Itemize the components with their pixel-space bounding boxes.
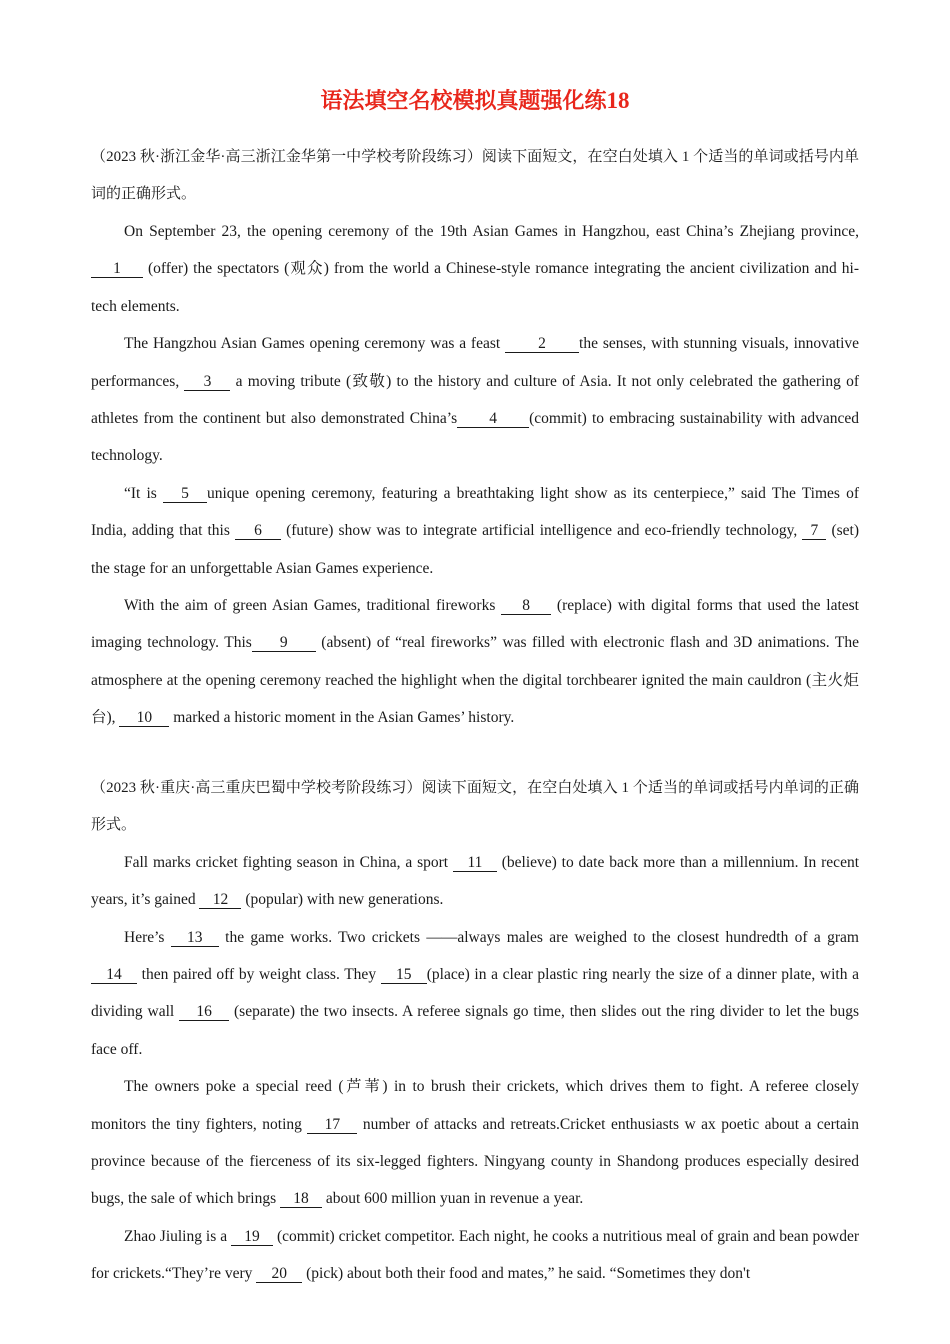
text-run: The owners poke a special reed (芦苇) in to brush their crickets, which drives them to fight. A referee closely monitors the tiny fighters, noting xyxy=(91,1078,859,1133)
blank-4: 4 xyxy=(457,410,529,428)
document-body xyxy=(91,139,859,1293)
text-run: unique opening ceremony, featuring a breathtaking light show as its centerpiece,” said The Times of India, adding that this xyxy=(91,484,860,540)
text-run: the game works. Two crickets ——always males are weighed to the closest hundredth of a gram xyxy=(218,928,859,946)
text-run: (place) in a clear plastic ring nearly the size of a dinner plate, with a dividing wall xyxy=(91,965,860,1021)
passage-paragraph xyxy=(91,1068,859,1218)
blank-7: 7 xyxy=(802,522,826,540)
blank-2: 2 xyxy=(505,335,579,353)
text-run: “It is xyxy=(124,484,163,502)
page-title xyxy=(91,86,859,117)
passage-paragraph xyxy=(91,919,859,1069)
blank-3: 3 xyxy=(184,373,230,391)
blank-14: 14 xyxy=(91,966,137,984)
blank-12: 12 xyxy=(199,891,241,909)
text-run: then paired off by weight class. They xyxy=(137,965,381,983)
blank-15: 15 xyxy=(381,966,427,984)
blank-6: 6 xyxy=(235,522,281,540)
blank-19: 19 xyxy=(231,1228,273,1246)
text-run: (pick) about both their food and mates,” he said. “Sometimes they don't xyxy=(302,1265,751,1283)
text-run: On September 23, the opening ceremony of the 19th Asian Games in Hangzhou, east China’s Zhejiang province, xyxy=(124,223,859,240)
passage-paragraph xyxy=(91,475,859,587)
text-run: (set) the stage for an unforgettable Asian Games experience. xyxy=(91,522,859,577)
text-run: about 600 million yuan in revenue a year. xyxy=(321,1190,584,1208)
section-spacer xyxy=(91,737,859,770)
text-run: (offer) the spectators (观众) from the world a Chinese-style romance integrating the ancient civilization and hi-tech elements. xyxy=(91,260,859,315)
blank-11: 11 xyxy=(453,854,497,872)
text-run: a moving tribute (致敬) to the history and culture of Asia. It not only celebrated the gathering of athletes from the continent but also demonstrated China’s xyxy=(91,372,860,428)
text-run: (commit) to embracing sustainability with advanced technology. xyxy=(91,410,859,465)
section-source-1: （2023 秋·浙江金华·高三浙江金华第一中学校考阶段练习）阅读下面短文，在空白处填入 1 个适当的单词或括号内单词的正确形式。 xyxy=(91,149,859,202)
blank-16: 16 xyxy=(179,1003,229,1021)
passage-paragraph xyxy=(91,1218,859,1293)
text-run: Zhao Jiuling is a xyxy=(124,1227,232,1245)
blank-17: 17 xyxy=(307,1116,357,1134)
blank-5: 5 xyxy=(163,485,207,503)
text-run: (separate) the two insects. A referee signals go time, then slides out the ring divider to let the bugs face off. xyxy=(91,1003,860,1058)
text-run: (believe) to date back more than a millennium. In recent years, it’s gained xyxy=(91,853,860,909)
text-run: (commit) cricket competitor. Each night, he cooks a nutritious meal of grain and bean powder for crickets.“They’re very xyxy=(91,1227,859,1283)
blank-9: 9 xyxy=(252,634,316,652)
text-run: number of attacks and retreats.Cricket enthusiasts w ax poetic about a certain province because of the fierceness of its six-legged fighters. Ningyang county in Shandong produces especially desired bugs, the sale of which brings xyxy=(91,1115,859,1208)
blank-8: 8 xyxy=(501,597,551,615)
document-page xyxy=(91,86,859,1293)
passage-paragraph xyxy=(91,213,859,325)
title-number: 18 xyxy=(606,88,630,113)
blank-10: 10 xyxy=(119,709,169,727)
blank-13: 13 xyxy=(171,929,219,947)
text-run: the senses, with stunning visuals, innovative performances, xyxy=(91,335,859,390)
section-source-2: （2023 秋·重庆·高三重庆巴蜀中学校考阶段练习）阅读下面短文，在空白处填入 1 个适当的单词或括号内单词的正确形式。 xyxy=(91,779,859,833)
passage-paragraph xyxy=(91,844,859,919)
blank-1: 1 xyxy=(91,260,143,278)
title-text: 语法填空名校模拟真题强化练 xyxy=(320,89,607,114)
passage-paragraph xyxy=(91,587,859,737)
blank-20: 20 xyxy=(256,1265,302,1283)
text-run: (future) show was to integrate artificial intelligence and eco-friendly technology, xyxy=(281,522,803,540)
passage-paragraph xyxy=(91,325,859,475)
text-run: Fall marks cricket fighting season in China, a sport xyxy=(124,853,453,871)
text-run: Here’s xyxy=(124,928,171,946)
text-run: (popular) with new generations. xyxy=(241,891,444,909)
text-run: The Hangzhou Asian Games opening ceremony was a feast xyxy=(124,335,506,353)
blank-18: 18 xyxy=(280,1190,322,1208)
text-run: With the aim of green Asian Games, traditional fireworks xyxy=(124,597,502,615)
text-run: (absent) of “real fireworks” was filled with electronic flash and 3D animations. The atmosphere at the opening ceremony reached the highlight when the digital torchbearer ignited the main cauldron (主火炬台), xyxy=(91,634,859,727)
text-run: marked a historic moment in the Asian Games’ history. xyxy=(169,709,515,727)
text-run: (replace) with digital forms that used the latest imaging technology. This xyxy=(91,597,859,652)
